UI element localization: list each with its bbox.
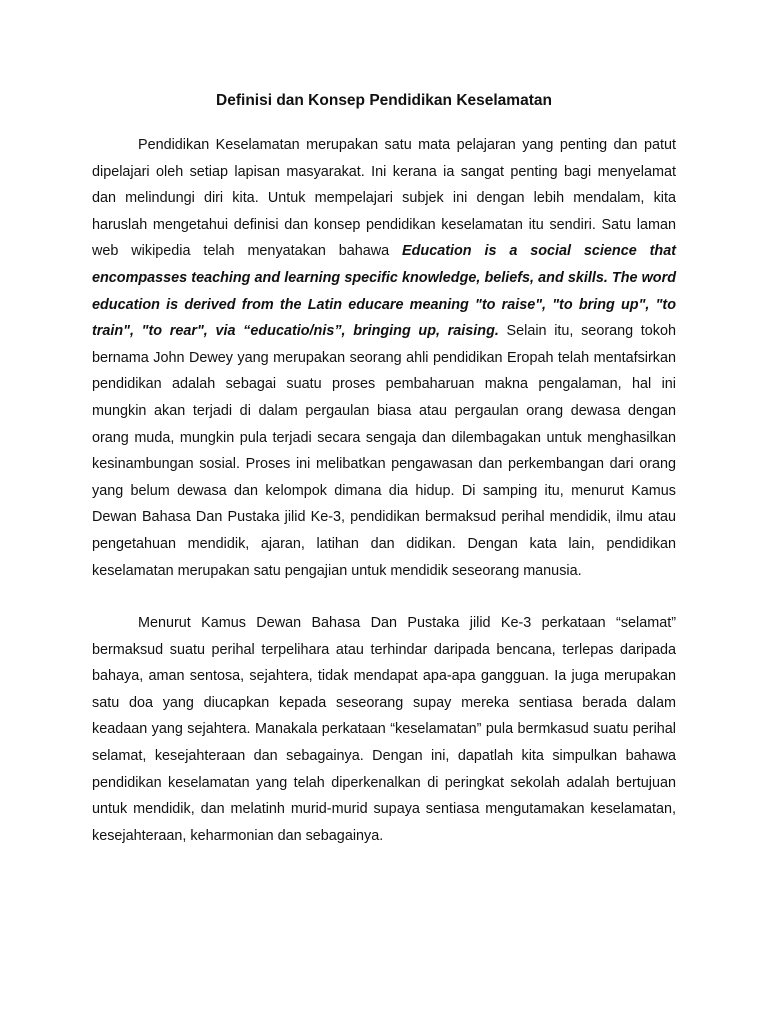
- document-page: [92, 88, 676, 849]
- paragraph-selamat-meaning: Menurut Kamus Dewan Bahasa Dan Pustaka jilid Ke-3 perkataan “selamat” bermaksud suatu perihal terpelihara atau terhindar daripada bencana, terlepas daripada bahaya, aman sentosa, sejahtera, tidak mendapat apa-apa gangguan. Ia juga merupakan satu doa yang diucapkan kepada seseorang supay mereka sentiasa berada dalam keadaan yang sejahtera. Manakala perkataan “keselamatan” pula bermkasud suatu perihal selamat, kesejahteraan dan sebagainya. Dengan ini, dapatlah kita simpulkan bahawa pendidikan keselamatan yang telah diperkenalkan di peringkat sekolah adalah bertujuan untuk mendidik, dan melatinh murid-murid supaya sentiasa mengutamakan keselamatan, kesejahteraan, keharmonian dan sebagainya.: [92, 615, 676, 844]
- paragraph-1-intro: Pendidikan Keselamatan merupakan satu mata pelajaran yang penting dan patut dipelajari oleh setiap lapisan masyarakat. Ini kerana ia sangat penting bagi menyelamat dan melindungi diri kita. Untuk mempelajari subjek ini dengan lebih mendalam, kita haruslah mengetahui definisi dan konsep pendidikan keselamatan itu sendiri. Satu laman web wikipedia telah menyatakan bahawa: [92, 137, 676, 260]
- paragraph-1-continuation: Selain itu, seorang tokoh bernama John Dewey yang merupakan seorang ahli pendidikan Eropah telah mentafsirkan pendidikan adalah sebagai suatu proses pembaharuan makna pengalaman, hal ini mungkin akan terjadi di dalam pergaulan biasa atau pergaulan orang dewasa dengan orang muda, mungkin pula terjadi secara sengaja dan dilembagakan untuk menghasilkan kesinambungan sosial. Proses ini melibatkan pengawasan dan perkembangan dari orang yang belum dewasa dan kelompok dimana dia hidup. Di samping itu, menurut Kamus Dewan Bahasa Dan Pustaka jilid Ke-3, pendidikan bermaksud perihal mendidik, ilmu atau pengetahuan mendidik, ajaran, latihan dan didikan. Dengan kata lain, pendidikan keselamatan merupakan satu pengajian untuk mendidik seseorang manusia.: [92, 323, 677, 579]
- wikipedia-quote: Education is a social science that encompasses teaching and learning specific knowledge, beliefs, and skills. The word education is derived from the Latin educare meaning "to raise", "to bring up", "to train", "to rear", via “educatio/nis”, bringing up, raising.: [92, 243, 676, 340]
- document-title: Definisi dan Konsep Pendidikan Keselamatan: [216, 92, 552, 109]
- paragraph-definition: [92, 132, 676, 584]
